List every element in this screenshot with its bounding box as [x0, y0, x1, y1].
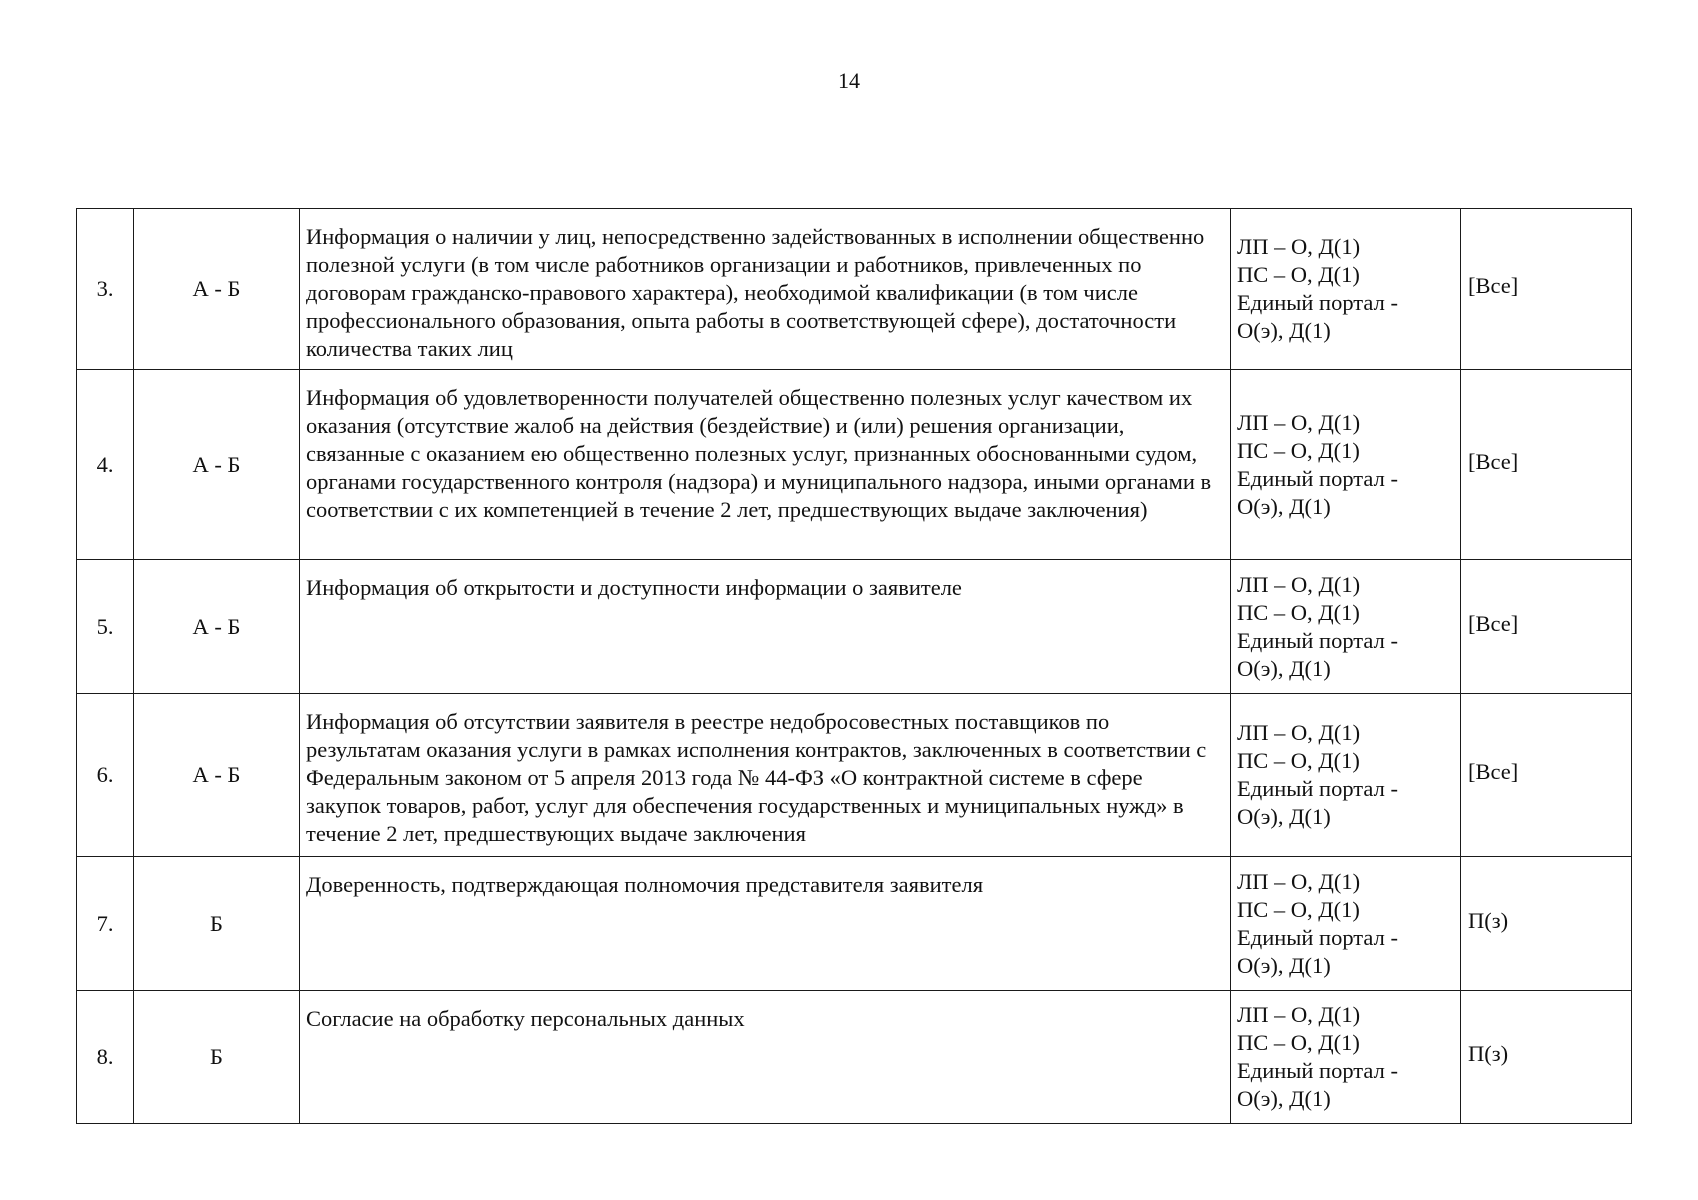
row-description: Информация об удовлетворенности получателей общественно полезных услуг качеством их оказания (отсутствие жалоб на действия (бездействие) и (или) решения организации, связанные с оказанием ею общественно полезных услуг, признанных обоснованными судом, органами государственного контроля (надзора) и муниципального надзора, иными органами в соответствии с их компетенцией в течение 2 лет, предшествующих выдаче заключения) [300, 370, 1231, 560]
submission-mode-line: ЛП – О, Д(1) [1237, 720, 1361, 745]
submission-mode-line: ПС – О, Д(1) [1237, 437, 1360, 463]
row-applicants: П(з) [1461, 857, 1632, 991]
row-description: Информация об отсутствии заявителя в реестре недобросовестных поставщиков по результатам оказания услуги в рамках исполнения контрактов, заключенных в соответствии с Федеральным законом от 5 апреля 2013 года № 44-ФЗ «О контрактной системе в сфере закупок товаров, работ, услуг для обеспечения государственных и муниципальных нужд» в течение 2 лет, предшествующих выдаче заключения [300, 694, 1231, 857]
row-number: 7. [77, 857, 134, 991]
submission-mode-line: Единый портал - [1237, 290, 1398, 315]
row-category: А - Б [134, 370, 300, 560]
row-applicants: [Все] [1461, 560, 1632, 694]
row-description: Информация об открытости и доступности информации о заявителе [300, 560, 1231, 694]
row-applicants: [Все] [1461, 370, 1632, 560]
submission-mode-line: ПС – О, Д(1) [1237, 262, 1360, 287]
submission-mode-line: Единый портал - [1237, 776, 1398, 801]
row-number: 5. [77, 560, 134, 694]
row-applicants: П(з) [1461, 991, 1632, 1124]
page-number: 14 [838, 68, 860, 93]
submission-mode-line: О(э), Д(1) [1237, 318, 1331, 343]
submission-mode-line: О(э), Д(1) [1237, 1086, 1331, 1111]
submission-mode-line: ЛП – О, Д(1) [1237, 868, 1361, 894]
row-number: 8. [77, 991, 134, 1124]
submission-mode-line: ЛП – О, Д(1) [1237, 409, 1361, 435]
row-number: 6. [77, 694, 134, 857]
row-number: 4. [77, 370, 134, 560]
submission-mode-line: ПС – О, Д(1) [1237, 1030, 1360, 1055]
row-description: Информация о наличии у лиц, непосредственно задействованных в исполнении общественно полезной услуги (в том числе работников организации и работников, привлеченных по договорам гражданско-правового характера), необходимой квалификации (в том числе профессионального образования, опыта работы в соответствующей сфере), достаточности количества таких лиц [300, 209, 1231, 370]
table-row [77, 560, 1632, 694]
submission-mode-line: ЛП – О, Д(1) [1237, 571, 1361, 597]
row-category: А - Б [134, 694, 300, 857]
submission-mode-line: ЛП – О, Д(1) [1237, 234, 1361, 259]
row-category: А - Б [134, 209, 300, 370]
row-applicants: [Все] [1461, 209, 1632, 370]
submission-mode-line: Единый портал - [1237, 924, 1398, 950]
submission-mode-line: ПС – О, Д(1) [1237, 599, 1360, 625]
row-description: Согласие на обработку персональных данных [300, 991, 1231, 1124]
row-submission-modes [1231, 560, 1461, 694]
submission-mode-line: Единый портал - [1237, 627, 1398, 653]
row-category: Б [134, 991, 300, 1124]
submission-mode-line: Единый портал - [1237, 465, 1398, 491]
row-submission-modes [1231, 209, 1461, 370]
row-submission-modes [1231, 991, 1461, 1124]
submission-mode-line: О(э), Д(1) [1237, 493, 1331, 519]
table-row [77, 991, 1632, 1124]
submission-mode-line: О(э), Д(1) [1237, 952, 1331, 978]
table-row [77, 857, 1632, 991]
row-submission-modes [1231, 694, 1461, 857]
row-submission-modes [1231, 370, 1461, 560]
row-applicants: [Все] [1461, 694, 1632, 857]
table-row [77, 694, 1632, 857]
submission-mode-line: О(э), Д(1) [1237, 804, 1331, 829]
row-submission-modes [1231, 857, 1461, 991]
row-category: А - Б [134, 560, 300, 694]
submission-mode-line: Единый портал - [1237, 1058, 1398, 1083]
submission-mode-line: ПС – О, Д(1) [1237, 748, 1360, 773]
documents-table [76, 208, 1632, 1124]
row-description: Доверенность, подтверждающая полномочия представителя заявителя [300, 857, 1231, 991]
row-category: Б [134, 857, 300, 991]
submission-mode-line: ЛП – О, Д(1) [1237, 1002, 1361, 1027]
row-number: 3. [77, 209, 134, 370]
submission-mode-line: ПС – О, Д(1) [1237, 896, 1360, 922]
table-row [77, 370, 1632, 560]
table-row [77, 209, 1632, 370]
submission-mode-line: О(э), Д(1) [1237, 655, 1331, 681]
